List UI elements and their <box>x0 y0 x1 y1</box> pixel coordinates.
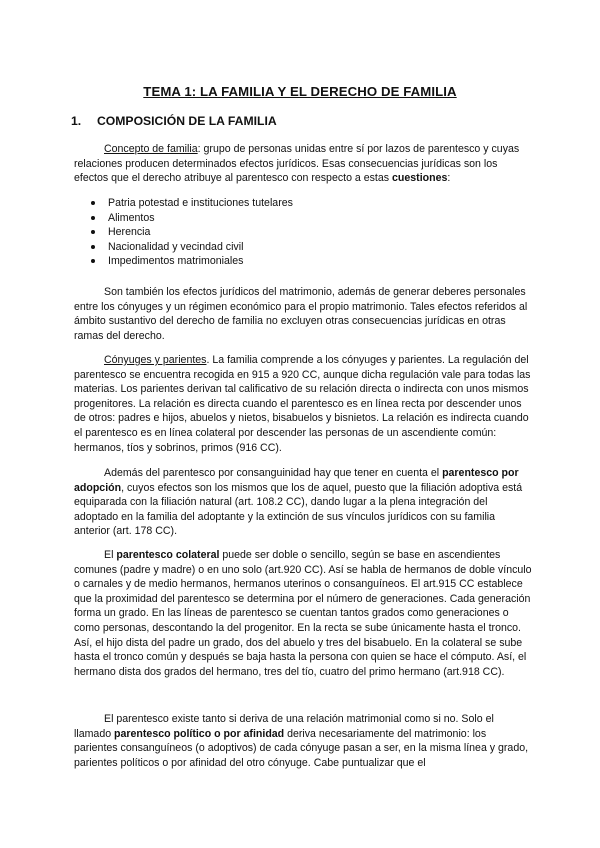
paragraph-text: El <box>104 549 117 561</box>
paragraph-text: El parentesco existe tanto si deriva de una relación matrimonial como si no. Solo el llamado <box>74 713 494 740</box>
section-number: 1. <box>71 114 82 128</box>
paragraph-adoption <box>74 466 532 539</box>
bold-term: parentesco político o por afinidad <box>114 727 285 740</box>
paragraph-text: . La familia comprende a los cónyuges y parientes. La regulación del parentesco se encuentra recogida en 915 a 920 CC, aunque dicha regulación vale para todas las materias. Los parientes derivan tal calificativo de su relación directa o indirecta con unos mismos progenitores. La relación es directa cuando el parentesco es en línea recta por descender unos de otros: padres e hijos, abuelos y nietos, bisabuelos y bisnietos. La relación es indirecta cuando el parentesco es en línea colateral por descender las personas de un ascendiente común: hermanos, tíos y sobrinos, primos (916 CC). <box>74 354 531 454</box>
paragraph-text: , cuyos efectos son los mismos que los de aquel, puesto que la filiación adoptiva está equiparada con la filiación natural (art. 108.2 CC), dando lugar a la plena integración del adoptado en la familia del adoptante y la extinción de sus vínculos jurídicos con su familia anterior (art. 178 CC). <box>74 481 523 538</box>
list-item: Nacionalidad y vecindad civil <box>74 240 293 255</box>
document-title: TEMA 1: LA FAMILIA Y EL DERECHO DE FAMILIA <box>143 84 457 99</box>
list-item: Herencia <box>74 225 293 240</box>
paragraph-text-end: : <box>447 172 451 185</box>
paragraph-text: puede ser doble o sencillo, según se base en ascendientes comunes (padre y madre) o en uno solo (art.920 CC). Así se habla de hermanos de doble vínculo o carnales y de medio hermanos, hermanos uterinos o consanguíneos. El art.915 CC establece que la proximidad del parentesco se determina por el número de generaciones. Cada generación forma un grado. En las líneas de parentesco se cuentan tantos grados como generaciones o como personas, descontando la del progenitor. En la recta se sube únicamente hasta el tronco. Así, el hijo dista del padre un grado, dos del abuelo y tres del bisabuelo. En la colateral se sube hasta el tronco común y después se baja hasta la persona con quien se hace el cómputo. Así, el hermano dista dos grados del hermano, tres del tío, cuatro del primo hermano (art.918 CC). <box>74 549 532 678</box>
bold-term: parentesco colateral <box>116 549 220 561</box>
paragraph-collateral <box>74 548 532 679</box>
section-heading-text: COMPOSICIÓN DE LA FAMILIA <box>97 114 277 128</box>
paragraph-marriage-effects <box>74 285 532 343</box>
term-family-concept: Concepto de familia <box>104 143 198 155</box>
paragraph-text: Además del parentesco por consanguinidad hay que tener en cuenta el <box>104 467 443 479</box>
paragraph-text: deriva necesariamente del matrimonio: los parientes consanguíneos (o adoptivos) de cada cónyuge pasan a ser, en la misma línea y grado, parientes políticos o por afinidad del otro cónyuge. Cabe puntualizar que el <box>74 727 529 769</box>
paragraph-spouses-relatives <box>74 353 532 455</box>
term-spouses-relatives: Cónyuges y parientes <box>104 354 207 366</box>
paragraph-affinity <box>74 712 532 770</box>
list-item: Patria potestad e instituciones tutelares <box>74 196 293 211</box>
section-heading <box>71 114 277 128</box>
paragraph-family-concept <box>74 142 532 186</box>
list-item: Impedimentos matrimoniales <box>74 254 293 269</box>
bold-term: parentesco por adopción <box>74 467 519 494</box>
effects-list <box>74 196 293 269</box>
paragraph-text: Son también los efectos jurídicos del matrimonio, además de generar deberes personales entre los cónyuges y un régimen económico para el propio matrimonio. Tales efectos referidos al ámbito sustantivo del derecho de familia no excluyen otras consecuencias jurídicas en otras ramas del derecho. <box>74 286 528 342</box>
list-item: Alimentos <box>74 211 293 226</box>
paragraph-text: : grupo de personas unidas entre sí por lazos de parentesco y cuyas relaciones producen determinados efectos jurídicos. Esas consecuencias jurídicas son los efectos que el derecho atribuye al parentesco con respecto a estas <box>74 143 520 185</box>
bold-term: cuestiones <box>392 172 448 185</box>
